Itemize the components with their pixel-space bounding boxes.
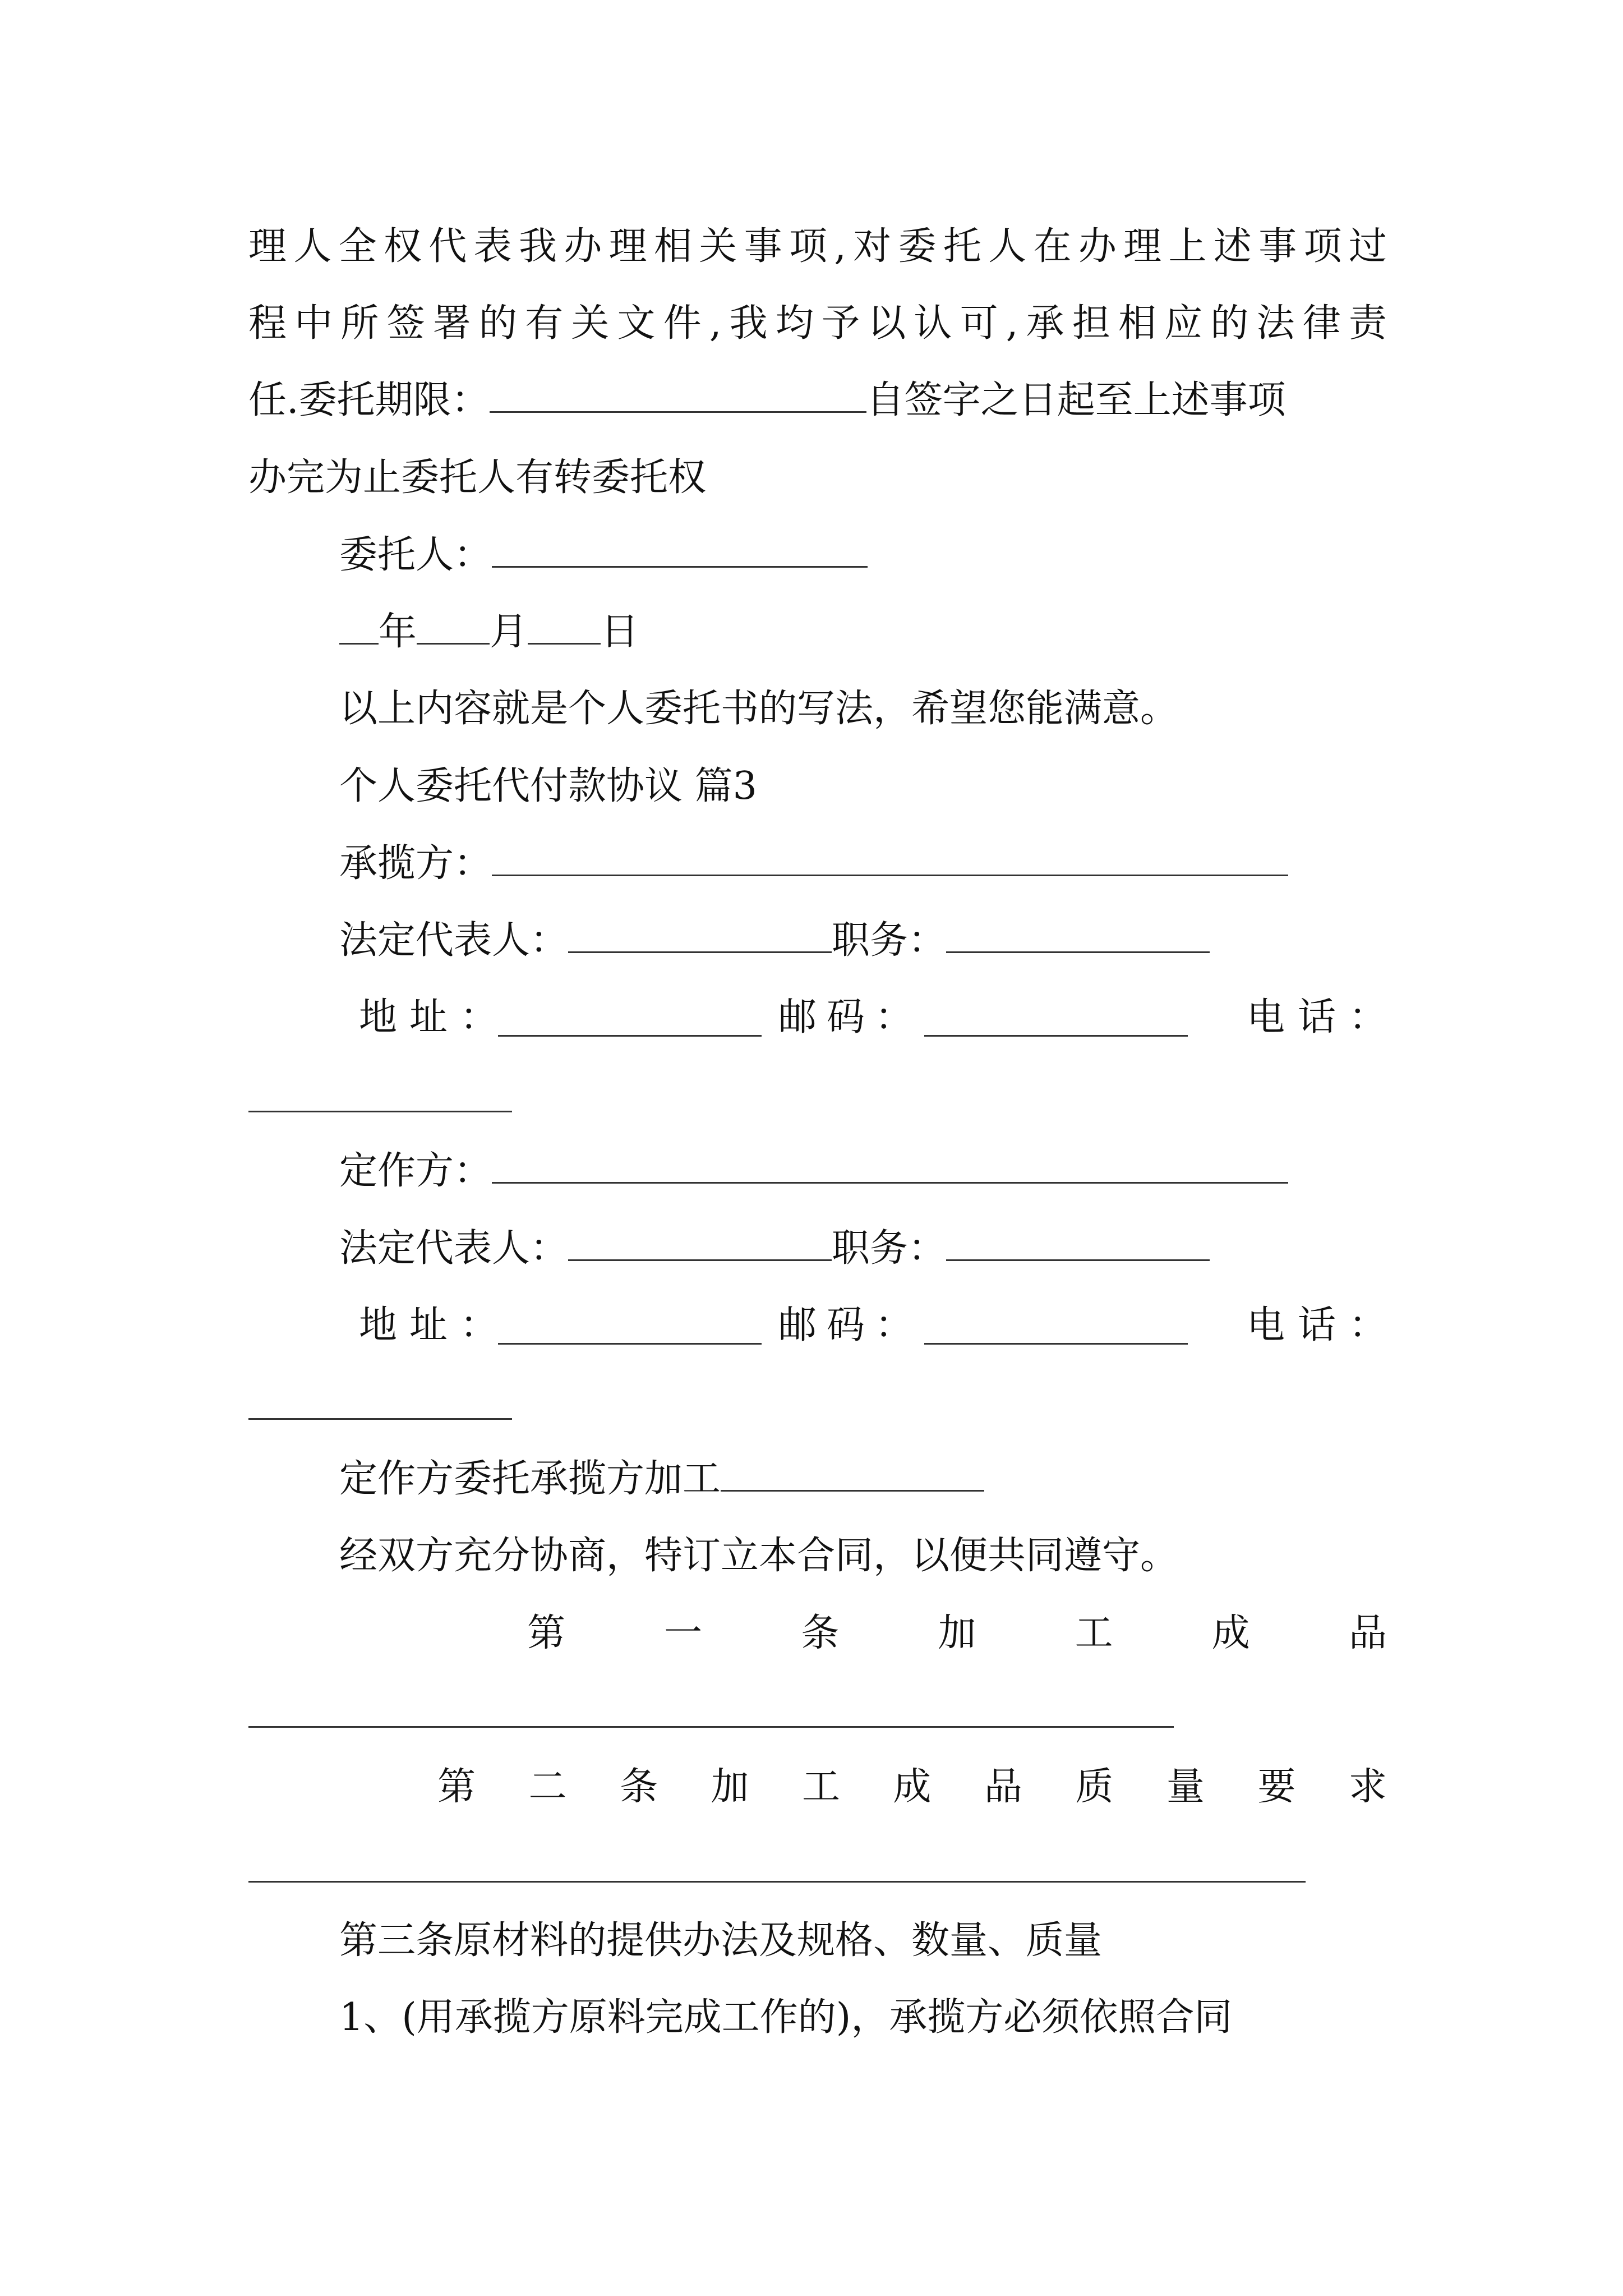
- position-blank: [946, 915, 1210, 953]
- client-blank: [492, 1146, 1288, 1184]
- day-label: 日: [601, 610, 639, 654]
- char: 的: [1210, 301, 1249, 346]
- char: 第: [437, 1765, 476, 1809]
- char: ,: [709, 301, 722, 346]
- client-label: 定作方：: [339, 1149, 492, 1193]
- term-blank: [490, 375, 866, 413]
- char: 责: [1348, 301, 1387, 346]
- contractor-rep-line: [339, 913, 1387, 969]
- paragraph-line: 办完为止委托人有转委托权: [248, 455, 707, 500]
- char: 事: [744, 224, 782, 269]
- char: 邮: [778, 1303, 817, 1347]
- item-1-text: 1、(用承揽方原料完成工作的)，承揽方必须依照合同: [339, 1995, 1233, 2040]
- char: 关: [571, 301, 610, 346]
- char: 理: [248, 224, 287, 269]
- char: 委: [898, 224, 937, 269]
- year-blank: [339, 607, 379, 645]
- entrust-blank: [721, 1454, 984, 1492]
- char: ,: [1006, 301, 1018, 346]
- char: 工: [801, 1765, 840, 1809]
- char: 成: [893, 1765, 932, 1809]
- postcode-label: [778, 1297, 913, 1354]
- char: 项: [789, 224, 827, 269]
- rep-label: 法定代表人：: [339, 918, 569, 963]
- char: 有: [525, 301, 564, 346]
- char: 工: [1075, 1611, 1113, 1655]
- char: 签: [386, 301, 425, 346]
- postcode-label: [778, 990, 913, 1046]
- char: 加: [711, 1765, 749, 1809]
- char: 署: [432, 301, 471, 346]
- char: 码: [826, 995, 865, 1039]
- char: 表: [473, 224, 512, 269]
- month-label: 月: [490, 610, 528, 654]
- char: 文: [617, 301, 656, 346]
- char: 均: [775, 301, 814, 346]
- char: 邮: [778, 995, 817, 1039]
- article-3-heading: 第三条原材料的提供办法及规格、数量、质量: [339, 1918, 1103, 1963]
- address-label: [359, 1297, 498, 1354]
- phone-label: [1247, 1297, 1387, 1354]
- char: 量: [1166, 1765, 1205, 1809]
- char: 的: [478, 301, 517, 346]
- address-blank: [498, 1307, 762, 1345]
- month-blank: [417, 607, 490, 645]
- char: 品: [1348, 1611, 1387, 1655]
- char: 话: [1297, 995, 1336, 1039]
- term-label: 任.委托期限：: [248, 378, 490, 422]
- char: 我: [518, 224, 557, 269]
- article-1-heading: [527, 1605, 1387, 1662]
- char: 程: [248, 301, 287, 346]
- char: 电: [1247, 1303, 1285, 1347]
- char: 二: [528, 1765, 567, 1809]
- char: 中: [294, 301, 333, 346]
- char: 事: [1258, 224, 1297, 269]
- char: 加: [938, 1611, 976, 1655]
- position-label: 职务：: [832, 918, 947, 963]
- entrust-text: 定作方委托承揽方加工: [339, 1457, 721, 1501]
- char: 以: [868, 301, 906, 346]
- char: 条: [801, 1611, 840, 1655]
- char: 要: [1257, 1765, 1296, 1809]
- char: 码: [826, 1303, 865, 1347]
- char: ：: [1348, 995, 1387, 1039]
- char: ：: [874, 995, 913, 1039]
- article-2-blank: [248, 1881, 1306, 1883]
- client-rep-line: [339, 1221, 1387, 1277]
- paragraph-line: [248, 296, 1387, 352]
- article-2-heading: [437, 1759, 1387, 1815]
- agree-text: 经双方充分协商，特订立本合同，以便共同遵守。: [339, 1534, 1179, 1578]
- char: 话: [1297, 1303, 1336, 1347]
- char: 代: [428, 224, 467, 269]
- rep-blank: [568, 1223, 832, 1261]
- contractor-contact-line: [359, 990, 1387, 1046]
- char: 人: [293, 224, 332, 269]
- char: 址: [409, 1303, 448, 1347]
- char: 相: [653, 224, 692, 269]
- term-text: 自签字之日起至上述事项: [866, 378, 1286, 422]
- char: 应: [1164, 301, 1203, 346]
- article-1-blank: [248, 1726, 1174, 1728]
- paragraph-line: [248, 219, 1387, 275]
- section-heading: 个人委托代付款协议 篇3: [339, 764, 757, 808]
- char: 址: [409, 995, 448, 1039]
- contractor-label: 承揽方：: [339, 841, 492, 886]
- char: 承: [1026, 301, 1064, 346]
- char: 成: [1211, 1611, 1250, 1655]
- char: ,: [834, 224, 846, 269]
- char: 托: [943, 224, 981, 269]
- char: 理: [1123, 224, 1162, 269]
- paragraph-line: [248, 372, 1387, 429]
- char: 理: [608, 224, 647, 269]
- char: 在: [1033, 224, 1072, 269]
- phone-label: [1247, 990, 1387, 1046]
- char: 过: [1348, 224, 1387, 269]
- rep-label: 法定代表人：: [339, 1226, 569, 1271]
- char: 第: [527, 1611, 566, 1655]
- char: 办: [1078, 224, 1117, 269]
- char: 法: [1256, 301, 1295, 346]
- client-line: [339, 1143, 1387, 1199]
- position-label: 职务：: [832, 1226, 947, 1271]
- address-blank: [498, 999, 762, 1037]
- principal-label: 委托人：: [339, 533, 492, 577]
- char: 予: [822, 301, 860, 346]
- principal-blank: [492, 530, 868, 568]
- year-label: 年: [379, 610, 417, 654]
- char: 地: [359, 1303, 398, 1347]
- char: 关: [699, 224, 737, 269]
- position-blank: [946, 1223, 1210, 1261]
- char: 对: [853, 224, 892, 269]
- char: ：: [874, 1303, 913, 1347]
- closing-text: 以上内容就是个人委托书的写法，希望您能满意。: [339, 687, 1179, 731]
- contractor-blank: [492, 839, 1288, 876]
- char: 人: [988, 224, 1027, 269]
- rep-blank: [568, 915, 832, 953]
- char: 件: [663, 301, 702, 346]
- client-contact-line: [359, 1297, 1387, 1354]
- date-line: [339, 604, 1387, 660]
- char: 一: [664, 1611, 703, 1655]
- char: 项: [1303, 224, 1342, 269]
- char: 求: [1348, 1765, 1387, 1809]
- char: 担: [1072, 301, 1110, 346]
- char: 地: [359, 995, 398, 1039]
- phone-blank: [248, 1418, 512, 1420]
- char: 上: [1168, 224, 1207, 269]
- char: ：: [459, 1303, 498, 1347]
- char: 全: [338, 224, 377, 269]
- char: 所: [340, 301, 379, 346]
- entrust-line: [339, 1451, 1387, 1507]
- char: 我: [729, 301, 768, 346]
- char: 权: [383, 224, 422, 269]
- char: 律: [1302, 301, 1341, 346]
- day-blank: [528, 607, 601, 645]
- char: 办: [564, 224, 602, 269]
- char: ：: [1348, 1303, 1387, 1347]
- char: 认: [914, 301, 952, 346]
- char: 品: [984, 1765, 1022, 1809]
- char: 电: [1247, 995, 1285, 1039]
- postcode-blank: [924, 1307, 1188, 1345]
- phone-blank: [248, 1111, 512, 1112]
- char: 可: [960, 301, 998, 346]
- char: ：: [459, 995, 498, 1039]
- postcode-blank: [924, 999, 1188, 1037]
- principal-signature-line: [339, 527, 1387, 583]
- char: 相: [1118, 301, 1156, 346]
- address-label: [359, 990, 498, 1046]
- contractor-line: [339, 836, 1387, 892]
- char: 述: [1213, 224, 1252, 269]
- char: 条: [619, 1765, 658, 1809]
- char: 质: [1075, 1765, 1114, 1809]
